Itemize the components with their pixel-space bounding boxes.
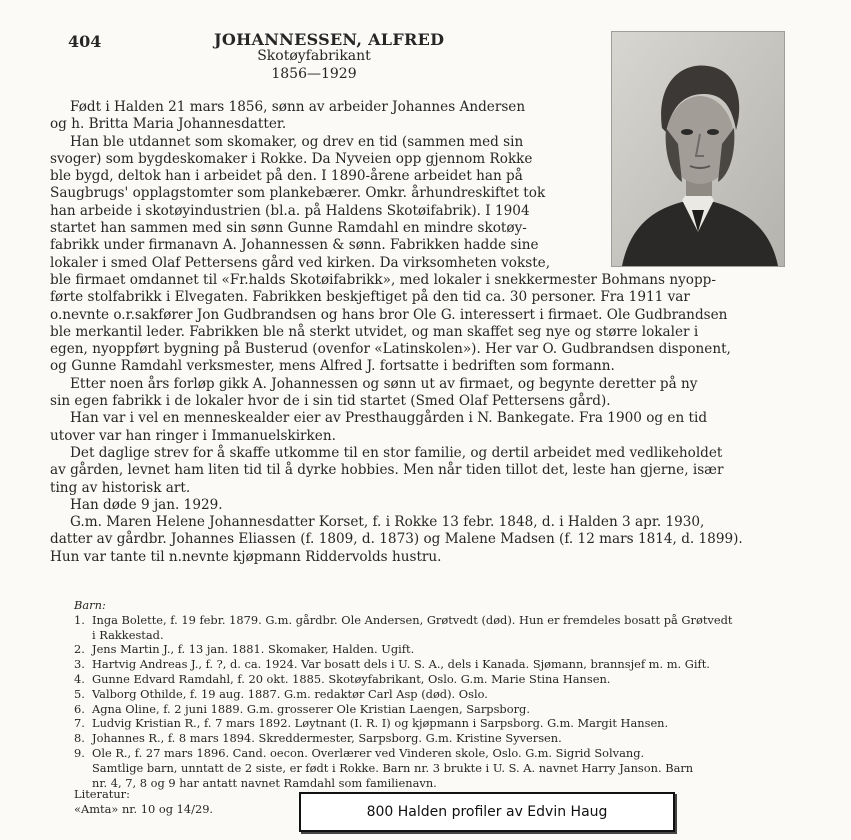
body-line: Saugbrugs' opplagstomter som plankebærer. Omkr. århundreskiftet tok	[50, 185, 546, 202]
body-line: utover var han ringer i Immanuelskirken.	[50, 427, 336, 444]
item-text: Valborg Othilde, f. 19 aug. 1887. G.m. redaktør Carl Asp (død). Oslo.	[92, 686, 488, 701]
body-line: han arbeide i skotøyindustrien (bl.a. på Haldens Skotøifabrik). I 1904	[50, 202, 530, 219]
body-line: egen, nyoppført bygning på Busterud (ovenfor «Latinskolen»). Her var O. Gudbrandsen disponent,	[50, 341, 731, 358]
body-line: svoger) som bygdeskomaker i Rokke. Da Nyveien opp gjennom Rokke	[50, 150, 533, 167]
life-years: 1856—1929	[271, 66, 357, 82]
item-text: Jens Martin J., f. 13 jan. 1881. Skomaker, Halden. Ugift.	[92, 642, 415, 657]
item-text: Hartvig Andreas J., f. ?, d. ca. 1924. Var bosatt dels i U. S. A., dels i Kanada. Sjømann, brannsjef m. m. Gift.	[92, 657, 710, 672]
list-item	[74, 657, 786, 672]
list-item	[74, 731, 786, 746]
body-line: førte stolfabrikk i Elvegaten. Fabrikken beskjeftiget på den tid ca. 30 personer. Fra 1911 var	[50, 289, 690, 306]
body-line: Det daglige strev for å skaffe utkomme til en stor familie, og dertil arbeidet med vedlikeholdet	[70, 444, 723, 461]
children-list	[74, 598, 786, 790]
list-item	[74, 716, 786, 731]
body-line: sin egen fabrikk i de lokaler hvor de i sin tid startet (Smed Olaf Pettersens gård).	[50, 393, 611, 410]
body-line: Etter noen års forløp gikk A. Johannessen og sønn ut av firmaet, og begynte deretter på ny	[70, 375, 698, 392]
occupation: Skotøyfabrikant	[257, 48, 371, 64]
item-text-cont: i Rakkestad.	[92, 627, 164, 642]
item-number: 7.	[74, 716, 85, 731]
item-number: 5.	[74, 686, 85, 701]
source-caption: 800 Halden profiler av Edvin Haug	[299, 792, 675, 832]
body-line: fabrikk under firmanavn A. Johannessen & sønn. Fabrikken hadde sine	[50, 237, 539, 254]
children-note: nr. 4, 7, 8 og 9 har antatt navnet Ramdahl som familienavn.	[92, 775, 437, 790]
body-line: ble bygd, deltok han i arbeidet på den. I 1890-årene arbeidet han på	[50, 168, 523, 185]
body-line: Hun var tante til n.nevnte kjøpmann Riddervolds hustru.	[50, 548, 442, 565]
item-number: 4.	[74, 671, 85, 686]
item-text: Agna Oline, f. 2 juni 1889. G.m. grosserer Ole Kristian Laengen, Sarpsborg.	[92, 701, 530, 716]
body-line: ble merkantil leder. Fabrikken ble nå sterkt utvidet, og man skaffet seg nye og større lokaler i	[50, 323, 699, 340]
children-label: Barn:	[74, 598, 106, 612]
item-text: Ole R., f. 27 mars 1896. Cand. oecon. Overlærer ved Vinderen skole, Oslo. G.m. Sigrid Solvang.	[92, 745, 645, 760]
item-text: Ludvig Kristian R., f. 7 mars 1892. Løytnant (I. R. I) og kjøpmann i Sarpsborg. G.m. Margit Hansen.	[92, 716, 669, 731]
list-item	[74, 672, 786, 687]
literature	[74, 787, 213, 817]
person-name: JOHANNESSEN, ALFRED	[214, 30, 445, 49]
item-number: 8.	[74, 731, 85, 746]
body-line: Han ble utdannet som skomaker, og drev en tid (sammen med sin	[70, 133, 524, 150]
body-line: og h. Britta Maria Johannesdatter.	[50, 116, 287, 133]
item-number: 9.	[74, 745, 85, 760]
item-text: Inga Bolette, f. 19 febr. 1879. G.m. gårdbr. Ole Andersen, Grøtvedt (død). Hun er fremdeles bosatt på Grøtvedt	[92, 612, 733, 627]
body-line: o.nevnte o.r.sakfører Jon Gudbrandsen og hans bror Ole G. interessert i firmaet. Ole Gudbrandsen	[50, 306, 728, 323]
body-line: Han var i vel en menneskealder eier av Presthauggården i N. Bankegate. Fra 1900 og en tid	[70, 410, 708, 427]
body-line: datter av gårdbr. Johannes Eliassen (f. 1809, d. 1873) og Malene Madsen (f. 12 mars 1814, d. 1899).	[50, 531, 743, 548]
list-item	[74, 702, 786, 717]
body-line: og Gunne Ramdahl verksmester, mens Alfred J. fortsatte i bedriften som formann.	[50, 358, 615, 375]
list-item	[74, 642, 786, 657]
body-line: ble firmaet omdannet til «Fr.halds Skotøifabrikk», med lokaler i snekkermester Bohmans nyopp-	[50, 271, 716, 288]
item-number: 2.	[74, 642, 85, 657]
literature-label: Literatur:	[74, 787, 130, 801]
item-text: Johannes R., f. 8 mars 1894. Skreddermester, Sarpsborg. G.m. Kristine Syversen.	[92, 731, 562, 746]
children-note: Samtlige barn, unntatt de 2 siste, er født i Rokke. Barn nr. 3 brukte i U. S. A. navnet Harry Janson. Barn	[92, 760, 694, 775]
item-number: 1.	[74, 612, 85, 627]
literature-text: «Amta» nr. 10 og 14/29.	[74, 802, 214, 816]
body-line: av gården, levnet ham liten tid til å dyrke hobbies. Men når tiden tillot det, leste han gjerne, især	[50, 462, 724, 479]
list-item	[74, 613, 786, 643]
body-line: G.m. Maren Helene Johannesdatter Korset, f. i Rokke 13 febr. 1848, d. i Halden 3 apr. 1930,	[70, 514, 705, 531]
item-number: 3.	[74, 657, 85, 672]
body-line: ting av historisk art.	[50, 479, 191, 496]
body-line: Han døde 9 jan. 1929.	[70, 496, 223, 513]
body-line: Født i Halden 21 mars 1856, sønn av arbeider Johannes Andersen	[70, 99, 526, 115]
body-line: lokaler i smed Olaf Pettersens gård ved kirken. Da virksomheten vokste,	[50, 254, 551, 271]
item-number: 6.	[74, 701, 85, 716]
list-item	[74, 687, 786, 702]
item-text: Gunne Edvard Ramdahl, f. 20 okt. 1885. Skotøyfabrikant, Oslo. G.m. Marie Stina Hansen.	[92, 671, 611, 686]
biography-text	[50, 99, 788, 566]
list-item	[74, 746, 786, 761]
body-line: startet han sammen med sin sønn Gunne Ramdahl en mindre skotøy-	[50, 220, 527, 237]
page-number: 404	[68, 32, 102, 51]
